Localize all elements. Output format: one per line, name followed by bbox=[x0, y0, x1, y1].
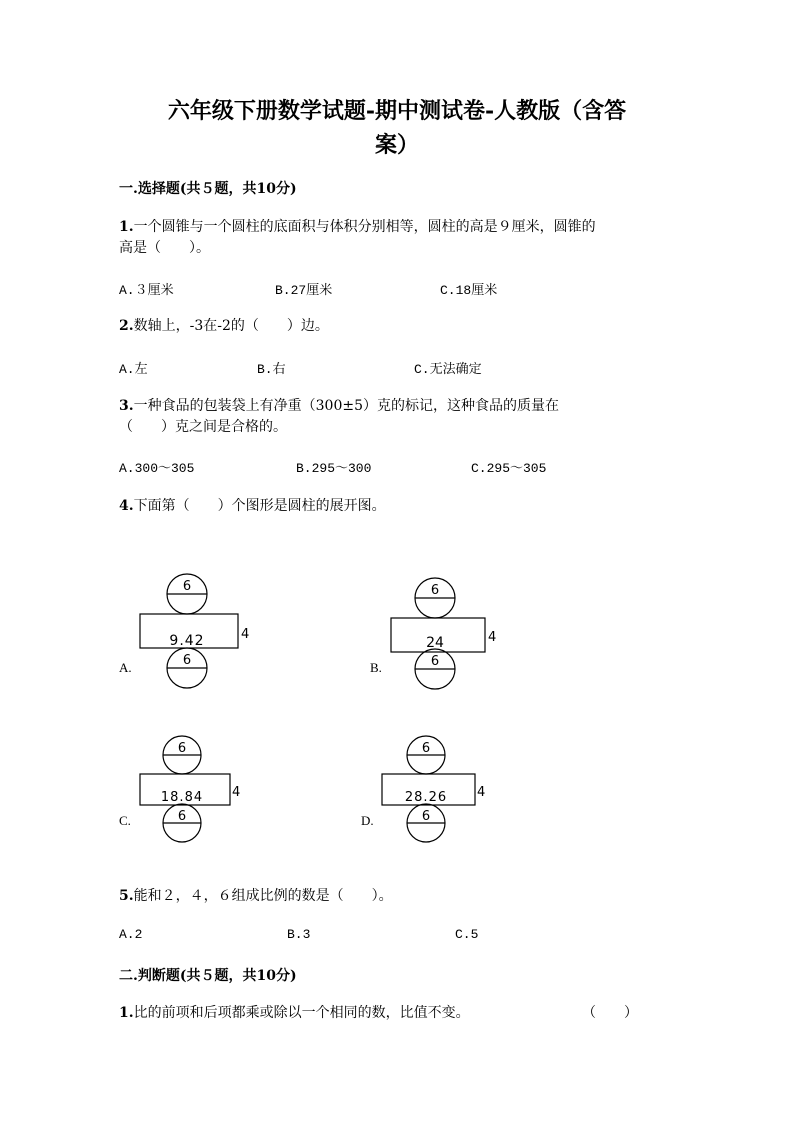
figure-c-label: C. bbox=[119, 813, 131, 828]
rectangle-length: 28.26 bbox=[404, 790, 448, 805]
question-text: 一个圆锥与一个圆柱的底面积与体积分别相等，圆柱的高是９厘米，圆锥的 bbox=[133, 219, 596, 235]
option-c: C.无法确定 bbox=[414, 362, 482, 377]
question-text: 数轴上，-3在-2的（ ）边。 bbox=[133, 318, 329, 334]
option-a: A.左 bbox=[119, 362, 148, 377]
figure-b-label: B. bbox=[370, 660, 382, 675]
rectangle-height: 4 bbox=[488, 630, 497, 645]
option-b: B.右 bbox=[257, 362, 286, 377]
question-number: 1. bbox=[119, 219, 134, 235]
question-1 bbox=[119, 217, 679, 259]
question-text: 下面第（ ）个图形是圆柱的展开图。 bbox=[133, 498, 386, 514]
figure-c bbox=[140, 737, 260, 857]
question-number: 5. bbox=[119, 888, 134, 904]
bottom-diameter: 6 bbox=[421, 809, 431, 824]
figure-b bbox=[391, 578, 511, 698]
question-text-cont: （ ）克之间是合格的。 bbox=[119, 419, 287, 435]
section-heading-choice: 一.选择题(共５题，共10分) bbox=[119, 181, 297, 197]
title-line-1: 六年级下册数学试题-期中测试卷-人教版（含答 bbox=[167, 98, 627, 124]
option-a: A.３厘米 bbox=[119, 283, 174, 298]
question-4 bbox=[119, 496, 679, 517]
top-diameter: 6 bbox=[177, 741, 187, 756]
question-text: 能和２，４，６组成比例的数是（ ）。 bbox=[133, 888, 393, 904]
top-diameter: 6 bbox=[421, 741, 431, 756]
top-diameter: 6 bbox=[430, 583, 440, 598]
figure-d bbox=[382, 737, 502, 857]
rectangle-height: 4 bbox=[477, 785, 486, 800]
question-text-cont: 高是（ ）。 bbox=[119, 240, 210, 256]
question-number: 3. bbox=[119, 398, 134, 414]
option-b: B.27厘米 bbox=[275, 283, 333, 298]
page-title bbox=[100, 94, 694, 162]
bottom-diameter: 6 bbox=[430, 654, 440, 669]
option-a: A.2 bbox=[119, 927, 143, 942]
bottom-diameter: 6 bbox=[177, 809, 187, 824]
option-b: B.3 bbox=[287, 927, 311, 942]
option-c: C.295～305 bbox=[471, 461, 547, 476]
question-number: 4. bbox=[119, 498, 134, 514]
question-number: 2. bbox=[119, 318, 134, 334]
rectangle-length: 24 bbox=[426, 635, 444, 651]
question-3 bbox=[119, 396, 679, 438]
rectangle-length: 18.84 bbox=[160, 790, 204, 805]
question-2 bbox=[119, 316, 679, 337]
rectangle-height: 4 bbox=[232, 785, 241, 800]
question-text: 一种食品的包装袋上有净重（300±5）克的标记，这种食品的质量在 bbox=[133, 398, 559, 414]
figure-a bbox=[140, 573, 260, 693]
rectangle-length: 9.42 bbox=[169, 633, 205, 649]
question-5 bbox=[119, 886, 679, 907]
figure-a-label: A. bbox=[119, 660, 132, 675]
option-c: C.18厘米 bbox=[440, 283, 498, 298]
option-c: C.5 bbox=[455, 927, 479, 942]
question-number: 1. bbox=[119, 1005, 134, 1021]
top-diameter: 6 bbox=[182, 579, 192, 594]
bottom-diameter: 6 bbox=[182, 653, 192, 668]
answer-blank: （ ） bbox=[582, 1005, 638, 1021]
question-text: 比的前项和后项都乘或除以一个相同的数，比值不变。 bbox=[133, 1005, 470, 1021]
rectangle-height: 4 bbox=[241, 627, 250, 642]
section-heading-true-false: 二.判断题(共５题，共10分) bbox=[119, 968, 297, 984]
figure-d-label: D. bbox=[361, 813, 374, 828]
option-a: A.300～305 bbox=[119, 461, 195, 476]
title-line-2: 案） bbox=[374, 132, 419, 158]
option-b: B.295～300 bbox=[296, 461, 372, 476]
